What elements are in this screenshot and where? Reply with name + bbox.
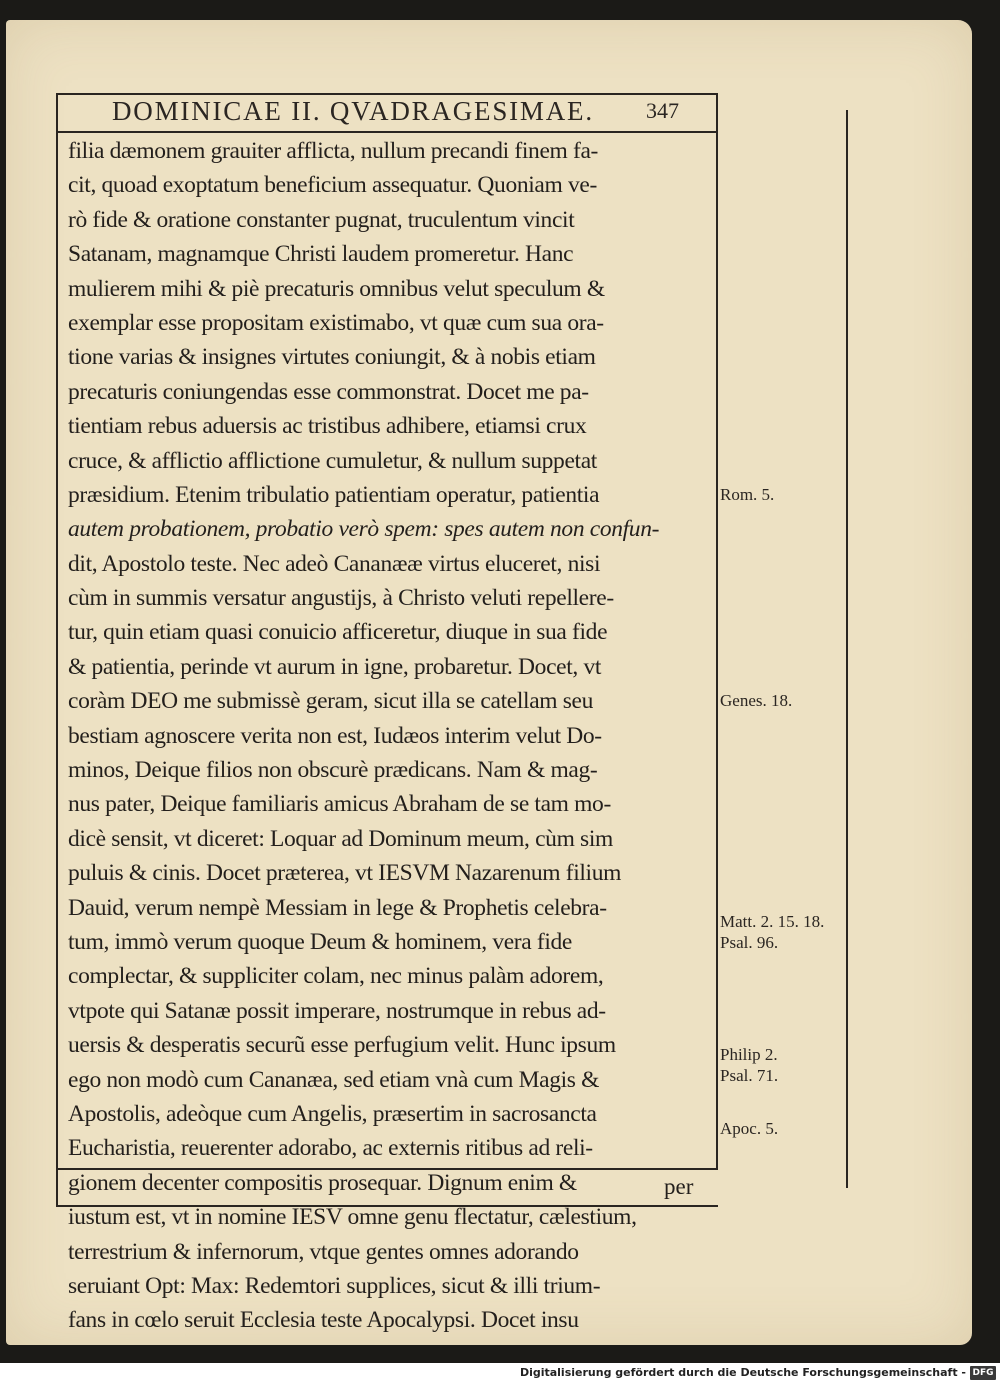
text-line: dit, Apostolo teste. Nec adeò Cananææ virtus eluceret, nisi bbox=[68, 550, 601, 577]
text-line: Eucharistia, reuerenter adorabo, ac externis ritibus ad reli- bbox=[68, 1135, 593, 1162]
marginal-note: Psal. 71. bbox=[720, 1066, 779, 1085]
marginal-note: Genes. 18. bbox=[720, 691, 793, 710]
text-line: vtpote qui Satanæ possit imperare, nostrumque in rebus ad- bbox=[68, 997, 606, 1024]
marginal-note: Apoc. 5. bbox=[720, 1119, 779, 1138]
outer-margin-rule bbox=[846, 110, 848, 1188]
marginal-note: Matt. 2. 15. 18. bbox=[720, 912, 825, 931]
text-line: mulierem mihi & piè precaturis omnibus velut speculum & bbox=[68, 275, 605, 302]
page-number: 347 bbox=[646, 98, 679, 123]
text-line: tione varias & insignes virtutes coniungit, & à nobis etiam bbox=[68, 344, 596, 371]
text-line: minos, Deique filios non obscurè prædicans. Nam & mag- bbox=[68, 757, 598, 784]
text-line: cit, quoad exoptatum beneficium assequatur. Quoniam ve- bbox=[68, 172, 597, 199]
marginal-note: Psal. 96. bbox=[720, 933, 779, 952]
text-line: complectar, & suppliciter colam, nec minus palàm adorem, bbox=[68, 963, 604, 990]
text-line: cruce, & afflictio afflictione cumuletur, & nullum suppetat bbox=[68, 447, 597, 474]
text-line: puluis & cinis. Docet præterea, vt IESVM Nazarenum filium bbox=[68, 860, 622, 887]
running-head: DOMINICAE II. QVADRAGESIMAE. bbox=[112, 96, 594, 126]
catchword: per bbox=[664, 1174, 694, 1199]
dfg-logo: DFG bbox=[970, 1366, 996, 1380]
text-line: Dauid, verum nempè Messiam in lege & Prophetis celebra- bbox=[68, 894, 607, 921]
header-rule bbox=[56, 131, 718, 133]
text-line: tientiam rebus aduersis ac tristibus adhibere, etiamsi crux bbox=[68, 413, 587, 440]
text-line: Satanam, magnamque Christi laudem promeretur. Hanc bbox=[68, 241, 574, 268]
left-rule bbox=[56, 93, 58, 1206]
footer-credit: Digitalisierung gefördert durch die Deutsche Forschungsgemeinschaft - bbox=[519, 1366, 966, 1379]
text-line: autem probationem, probatio verò spem: spes autem non confun- bbox=[68, 516, 660, 543]
text-line: Apostolis, adeòque cum Angelis, præsertim in sacrosancta bbox=[68, 1100, 597, 1127]
text-line: seruiant Opt: Max: Redemtori supplices, sicut & illi trium- bbox=[68, 1272, 601, 1299]
text-line: exemplar esse propositam existimabo, vt quæ cum sua ora- bbox=[68, 309, 604, 336]
marginal-note: Philip 2. bbox=[720, 1045, 778, 1064]
text-line: terrestrium & infernorum, vtque gentes omnes adorando bbox=[68, 1238, 579, 1265]
text-line: iustum est, vt in nomine IESV omne genu flectatur, cælestium, bbox=[68, 1204, 637, 1231]
text-line: filia dæmonem grauiter afflicta, nullum precandi finem fa- bbox=[68, 138, 599, 164]
text-line: præsidium. Etenim tribulatio patientiam operatur, patientia bbox=[68, 481, 600, 508]
text-line: coràm DEO me submissè geram, sicut illa se catellam seu bbox=[68, 688, 594, 715]
text-line: nus pater, Deique familiaris amicus Abraham de se tam mo- bbox=[68, 791, 611, 818]
marginal-note: Rom. 5. bbox=[720, 485, 775, 504]
right-rule bbox=[716, 93, 718, 1170]
text-line: fans in cœlo seruit Ecclesia teste Apocalypsi. Docet insu bbox=[68, 1307, 579, 1334]
text-line: gionem decenter compositis prosequar. Dignum enim & bbox=[68, 1169, 577, 1196]
text-line: rò fide & oratione constanter pugnat, truculentum vincit bbox=[68, 206, 575, 233]
text-line: bestiam agnoscere verita non est, Iudæos interim velut Do- bbox=[68, 722, 602, 749]
text-line: dicè sensit, vt diceret: Loquar ad Dominum meum, cùm sim bbox=[68, 825, 613, 852]
text-line: precaturis coniungendas esse commonstrat. Docet me pa- bbox=[68, 378, 589, 405]
text-line: uersis & desperatis securũ esse perfugium velit. Hunc ipsum bbox=[68, 1032, 616, 1059]
body-text bbox=[68, 134, 713, 1338]
text-line: tur, quin etiam quasi conuicio afficeretur, diuque in sua fide bbox=[68, 619, 608, 646]
text-line: & patientia, perinde vt aurum in igne, probaretur. Docet, vt bbox=[68, 653, 602, 680]
text-line: ego non modò cum Cananæa, sed etiam vnà cum Magis & bbox=[68, 1066, 600, 1093]
text-line: tum, immò verum quoque Deum & hominem, vera fide bbox=[68, 928, 573, 955]
text-line: cùm in summis versatur angustijs, à Christo veluti repellere- bbox=[68, 585, 614, 612]
